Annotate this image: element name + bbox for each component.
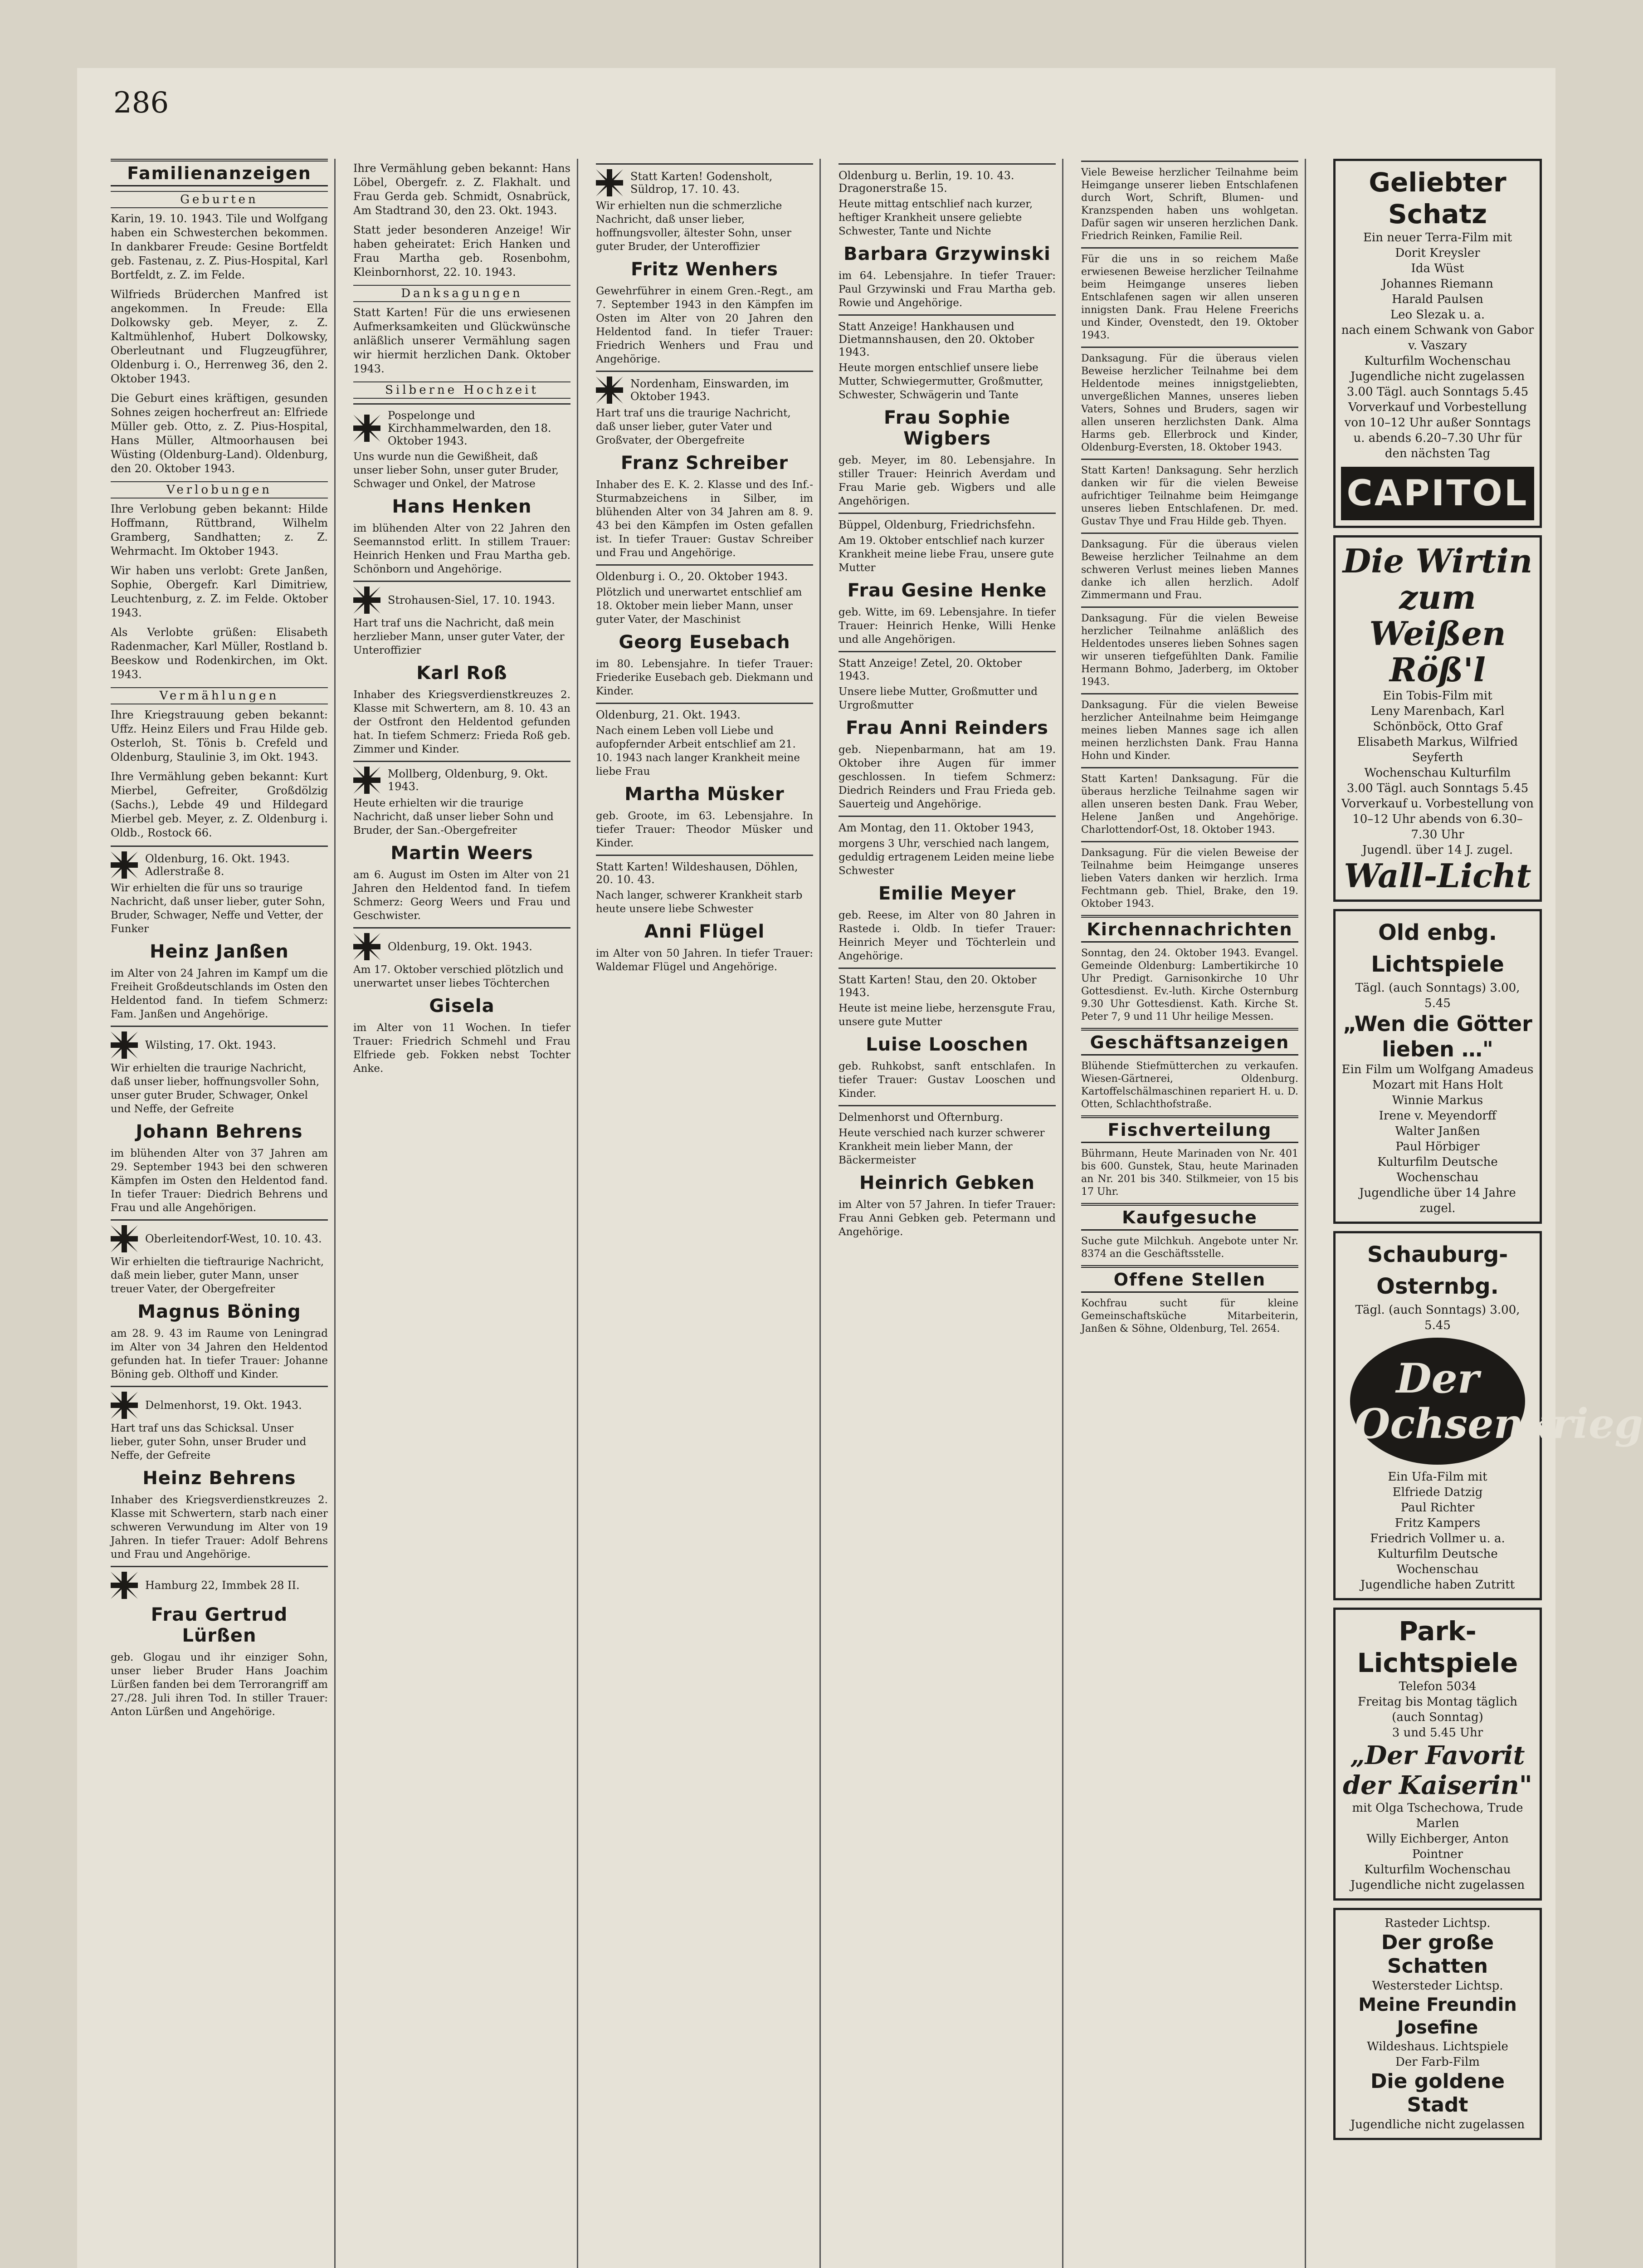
- ad-line: Johannes Riemann: [1382, 277, 1493, 291]
- purchase-ads: Suche gute Milchkuh. Angebote unter Nr. 8374 an die Geschäftsstelle.: [1081, 1236, 1298, 1260]
- iron-cross-icon: [353, 415, 380, 442]
- notice-body: im Alter von 50 Jahren. In tiefer Trauer: Waldemar Flügel und Angehörige.: [596, 948, 813, 973]
- notice-place: Am Montag, den 11. Oktober 1943,: [839, 821, 1034, 834]
- notice-intro: Plötzlich und unerwartet entschlief am 18. Oktober mein lieber Mann, unser guter Vater, der Maschinist: [596, 587, 802, 626]
- ad-line: Tägl. (auch Sonntags) 3.00, 5.45: [1355, 981, 1520, 1010]
- notice-name: Frau Sophie Wigbers: [883, 407, 1011, 449]
- obituary-notice: [111, 1386, 328, 1561]
- thanks-notice: Statt Karten! Danksagung. Für die überaus herzliche Teilnahme sagen wir allen unseren besten Dank. Frau Weber, Helene Janßen und Angehörige. Charlottendorf-Ost, 18. Oktober 1943.: [1081, 767, 1298, 836]
- ad-line: Ida Wüst: [1411, 262, 1464, 275]
- birth-notice: Die Geburt eines kräftigen, gesunden Sohnes zeigen hocherfreut an: Elfriede Müller geb. Otto, z. Z. Pius-Hospital, Hans Müller, Altmoorhausen bei Wüsting (Oldenburg-Land). Oldenburg, den 20. Oktober 1943.: [111, 392, 328, 475]
- iron-cross-icon: [596, 169, 623, 196]
- ad-line: Jugendl. über 14 J. zugel.: [1362, 843, 1513, 857]
- notice-body: geb. Niepenbarmann, hat am 19. Oktober ihre Augen für immer geschlossen. In tiefem Schmerz: Diedrich Reinders und Frau Frieda geb. Sauerteig und Angehörige.: [839, 744, 1056, 810]
- cinema-ad-park-lichtspiele: [1333, 1608, 1542, 1901]
- marriage-notice: Statt jeder besonderen Anzeige! Wir haben geheiratet: Erich Hanken und Frau Martha geb. Rosenbohm, Kleinbornhorst, 22. 10. 1943.: [353, 224, 570, 279]
- section-heading-jobs: Offene Stellen: [1081, 1265, 1298, 1293]
- ad-line: Ein Film um Wolfgang Amadeus Mozart mit Hans Holt: [1341, 1063, 1534, 1092]
- notice-place: Oldenburg, 16. Okt. 1943. Adlerstraße 8.: [145, 852, 290, 878]
- notice-name: Franz Schreiber: [620, 453, 789, 474]
- notice-name: Luise Looschen: [866, 1034, 1029, 1055]
- notice-intro: Heute mittag entschlief nach kurzer, heftiger Krankheit unsere geliebte Schwester, Tante und Nichte: [839, 198, 1033, 237]
- notice-intro: Am 17. Oktober verschied plötzlich und unerwartet unser liebes Töchterchen: [353, 964, 564, 989]
- notice-intro: Uns wurde nun die Gewißheit, daß unser lieber Sohn, unser guter Bruder, Schwager und Onkel, der Matrose: [353, 451, 559, 490]
- notice-name: Martin Weers: [390, 843, 533, 864]
- engagement-notice: Wir haben uns verlobt: Grete Janßen, Sophie, Obergefr. Karl Dimitriew, Leuchtenburg, z. Z. im Felde. Oktober 1943.: [111, 564, 328, 619]
- ad-film-title: „Wen die Götter lieben …": [1343, 1012, 1532, 1061]
- job-ads: Kochfrau sucht für kleine Gemeinschaftsküche Mitarbeiterin, Janßen & Söhne, Oldenburg, Tel. 2654.: [1081, 1298, 1298, 1334]
- section-heading-business: Geschäftsanzeigen: [1081, 1028, 1298, 1056]
- cinema-ad-wall-licht: [1333, 535, 1542, 902]
- iron-cross-icon: [111, 1572, 138, 1599]
- notice-intro: Wir erhielten die traurige Nachricht, daß unser lieber, hoffnungsvoller Sohn, unser guter Bruder, Schwager, Onkel und Neffe, der Gefreite: [111, 1062, 320, 1115]
- marriage-notice: Ihre Vermählung geben bekannt: Kurt Mierbel, Gefreiter, Großdölzig (Sachs.), Lebde 49 und Hildegard Mierbel geb. Meyer, z. Z. Oldenburg i. Oldb., Rostock 66.: [111, 770, 328, 839]
- section-heading-fish: Fischverteilung: [1081, 1115, 1298, 1143]
- ad-line: Jugendliche nicht zugelassen: [1350, 1878, 1525, 1892]
- obituary-notice: [111, 1026, 328, 1215]
- notice-intro: Unsere liebe Mutter, Großmutter und Urgroßmutter: [839, 686, 1038, 711]
- obituary-notice: [596, 564, 813, 698]
- ad-banner: CAPITOL: [1341, 467, 1534, 520]
- notice-name: Frau Gesine Henke: [847, 580, 1047, 601]
- ad-line: Westersteder Lichtsp.: [1372, 1979, 1503, 1993]
- notice-body: Gewehrführer in einem Gren.-Regt., am 7. September 1943 in den Kämpfen im Osten im Alter von 20 Jahren den Heldentod fand. In tiefer Trauer: Friedrich Wenhers und Frau und Angehörige.: [596, 285, 813, 365]
- ad-line: Jugendliche nicht zugelassen: [1350, 370, 1525, 383]
- notice-place: Oldenburg u. Berlin, 19. 10. 43. Dragonerstraße 15.: [839, 169, 1014, 195]
- ad-line: Ein Ufa-Film mit: [1388, 1470, 1487, 1484]
- ad-line: Harald Paulsen: [1392, 293, 1483, 306]
- ad-line: nach einem Schwank von Gabor v. Vaszary: [1341, 323, 1534, 352]
- ad-line: Elisabeth Markus, Wilfried Seyferth: [1357, 735, 1518, 764]
- iron-cross-icon: [111, 851, 138, 879]
- notice-place: Nordenham, Einswarden, im Oktober 1943.: [630, 377, 789, 403]
- ad-line: Dorit Kreysler: [1395, 246, 1480, 260]
- notice-place: Oldenburg i. O., 20. Oktober 1943.: [596, 570, 788, 583]
- ad-line: Vorverkauf u. Vorbestellung von 10–12 Uhr abends von 6.30–7.30 Uhr: [1341, 797, 1534, 841]
- notice-place: Oldenburg, 21. Okt. 1943.: [596, 709, 741, 721]
- ad-line: Telefon 5034: [1399, 1680, 1477, 1693]
- subheading-marriages: Vermählungen: [111, 687, 328, 704]
- marriage-notice: Ihre Kriegstrauung geben bekannt: Uffz. Heinz Eilers und Frau Hilde geb. Osterloh, St. Tönis b. Crefeld und Oldenburg, Staulinie 3, im Okt. 1943.: [111, 709, 328, 763]
- subheading-births: Geburten: [111, 191, 328, 208]
- cinema-ad-old-enbg: [1333, 909, 1542, 1224]
- ad-line: Leo Slezak u. a.: [1390, 308, 1485, 322]
- cinema-ad-regional: [1333, 1908, 1542, 2140]
- ad-title: Die Wirtin zum Weißen Röß'l: [1342, 542, 1533, 689]
- notice-place: Delmenhorst, 19. Okt. 1943.: [145, 1399, 302, 1412]
- notice-body: geb. Meyer, im 80. Lebensjahre. In stiller Trauer: Heinrich Averdam und Frau Marie geb. Wigbers und alle Angehörigen.: [839, 455, 1056, 507]
- subheading-thanks: Danksagungen: [353, 285, 570, 302]
- notice-intro: morgens 3 Uhr, verschied nach langem, geduldig ertragenem Leiden meine liebe Schwester: [839, 838, 1054, 877]
- notice-name: Emilie Meyer: [878, 883, 1016, 904]
- ad-line: Wochenschau Kulturfilm: [1364, 766, 1511, 780]
- ad-line: Jugendliche über 14 Jahre zugel.: [1359, 1186, 1516, 1215]
- ad-banner: Wall-Licht: [1344, 856, 1531, 895]
- engagement-notice: Als Verlobte grüßen: Elisabeth Radenmacher, Karl Müller, Rostland b. Beeskow und Rodenkirchen, im Okt. 1943.: [111, 626, 328, 681]
- business-ads: Blühende Stiefmütterchen zu verkaufen. Wiesen-Gärtnerei, Oldenburg. Kartoffelschälmaschinen repariert H. u. D. Otten, Schlachthofstraße.: [1081, 1061, 1298, 1110]
- notice-name: Johann Behrens: [136, 1121, 303, 1142]
- notice-body: geb. Glogau und ihr einziger Sohn, unser lieber Bruder Hans Joachim Lürßen fanden bei dem Terrorangriff am 27./28. Juli ihren Tod. In stiller Trauer: Anton Lürßen und Angehörige.: [111, 1652, 328, 1718]
- notice-intro: Heute erhielten wir die traurige Nachricht, daß unser lieber Sohn und Bruder, der San.-Obergefreiter: [353, 797, 554, 836]
- obituary-notice: [839, 651, 1056, 811]
- notice-intro: Heute morgen entschlief unsere liebe Mutter, Schwiegermutter, Großmutter, Schwester, Schwägerin und Tante: [839, 362, 1043, 401]
- notice-intro: Heute ist meine liebe, herzensgute Frau, unsere gute Mutter: [839, 1002, 1056, 1028]
- page-number: 286: [113, 86, 169, 120]
- obituary-notice: [111, 1219, 328, 1381]
- notice-body: im 80. Lebensjahre. In tiefer Trauer: Friederike Eusebach geb. Diekmann und Kinder.: [596, 658, 813, 697]
- notice-body: am 6. August im Osten im Alter von 21 Jahren den Heldentod fand. In tiefem Schmerz: Georg Weers und Frau und Geschwister.: [353, 869, 570, 922]
- ad-line: Freitag bis Montag täglich (auch Sonntag): [1357, 1695, 1517, 1724]
- ad-film-title: Die goldene Stadt: [1370, 2070, 1505, 2116]
- birth-notice: Karin, 19. 10. 1943. Tile und Wolfgang haben ein Schwesterchen bekommen. In dankbarer Freude: Gesine Bortfeldt geb. Fastenau, z. Z. Pius-Hospital, Karl Bortfeldt, z. Z. im Felde.: [111, 212, 328, 281]
- notice-name: Heinz Janßen: [150, 941, 289, 962]
- notice-name: Frau Gertrud Lürßen: [151, 1604, 288, 1646]
- ad-line: mit Olga Tschechowa, Trude Marlen: [1352, 1801, 1523, 1830]
- subheading-engagements: Verlobungen: [111, 481, 328, 499]
- obituary-notice: [353, 927, 570, 1075]
- ad-title: Park-Lichtspiele: [1357, 1616, 1518, 1678]
- ad-line: Paul Hörbiger: [1395, 1140, 1480, 1154]
- notice-body: geb. Ruhkobst, sanft entschlafen. In tiefer Trauer: Gustav Looschen und Kinder.: [839, 1061, 1056, 1100]
- notice-place: Oldenburg, 19. Okt. 1943.: [388, 940, 532, 953]
- notice-intro: Nach langer, schwerer Krankheit starb heute unsere liebe Schwester: [596, 890, 803, 915]
- thanks-notice: Statt Karten! Für die uns erwiesenen Aufmerksamkeiten und Glückwünsche anläßlich unserer Vermählung sagen wir hiermit herzlichen Dank. Oktober 1943.: [353, 306, 570, 375]
- notice-name: Fritz Wenhers: [631, 259, 778, 280]
- obituary-notice: [111, 1566, 328, 1719]
- ad-line: Der Farb-Film: [1395, 2055, 1480, 2069]
- ad-title: Geliebter Schatz: [1369, 167, 1506, 230]
- thanks-notice: Statt Karten! Danksagung. Sehr herzlich danken wir für die vielen Beweise aufrichtiger Teilnahme beim Heimgange unseres lieben Entschlafenen. Dr. med. Gustav Thye und Frau Hilde geb. Thyen.: [1081, 459, 1298, 528]
- notice-place: Mollberg, Oldenburg, 9. Okt. 1943.: [388, 767, 548, 793]
- notice-name: Gisela: [429, 996, 495, 1017]
- fish-distribution: Bührmann, Heute Marinaden von Nr. 401 bis 600. Gunstek, Stau, heute Marinaden an Nr. 201 bis 340. Stilkmeier, von 15 bis 17 Uhr.: [1081, 1148, 1298, 1198]
- notice-intro: Wir erhielten die tieftraurige Nachricht, daß mein lieber, guter Mann, unser treuer Vater, der Obergefreiter: [111, 1256, 324, 1295]
- section-heading-purchase: Kaufgesuche: [1081, 1203, 1298, 1231]
- obituary-notice: [111, 846, 328, 1021]
- notice-name: Magnus Böning: [137, 1301, 301, 1322]
- notice-name: Martha Müsker: [624, 784, 785, 805]
- subheading-silver-wedding: Silberne Hochzeit: [353, 381, 570, 399]
- ad-line: Kulturfilm Deutsche Wochenschau: [1377, 1155, 1498, 1184]
- thanks-notice: Danksagung. Für die überaus vielen Beweise herzlicher Teilnahme bei dem Heldentode meines innigstgeliebten, unvergeßlichen Mannes, unseres lieben Vaters, Sohnes und Bruders, sagen wir allen unseren herzlichsten Dank. Alma Harms geb. Ellerbrock und Kinder, Oldenburg-Eversten, 18. Oktober 1943.: [1081, 347, 1298, 454]
- notice-name: Heinrich Gebken: [859, 1173, 1035, 1193]
- ad-line: Winnie Markus: [1392, 1094, 1483, 1107]
- obituary-notice: [353, 581, 570, 756]
- notice-place: Statt Karten! Stau, den 20. Oktober 1943.: [839, 973, 1037, 999]
- column-1: [104, 159, 336, 2268]
- iron-cross-icon: [596, 376, 623, 404]
- notice-intro: Hart traf uns die traurige Nachricht, daß unser lieber, guter Vater und Großvater, der Obergefreite: [596, 407, 791, 446]
- notice-body: am 28. 9. 43 im Raume von Leningrad im Alter von 34 Jahren den Heldentod gefunden hat. In tiefer Trauer: Johanne Böning geb. Olthoff und Kinder.: [111, 1328, 328, 1380]
- notice-place: Statt Anzeige! Hankhausen und Dietmannshausen, den 20. Oktober 1943.: [839, 320, 1034, 358]
- obituary-notice: [353, 761, 570, 923]
- notice-place: Statt Anzeige! Zetel, 20. Oktober 1943.: [839, 657, 1022, 682]
- notice-name: Anni Flügel: [644, 921, 765, 942]
- ad-line: Kulturfilm Wochenschau: [1364, 354, 1511, 368]
- iron-cross-icon: [111, 1392, 138, 1419]
- section-heading: Familienanzeigen: [111, 159, 328, 186]
- notice-place: Büppel, Oldenburg, Friedrichsfehn.: [839, 518, 1035, 531]
- ad-title: Schauburg-Osternbg.: [1367, 1242, 1508, 1299]
- iron-cross-icon: [111, 1225, 138, 1252]
- notice-intro: Nach einem Leben voll Liebe und aufopfernder Arbeit entschlief am 21. 10. 1943 nach langer Krankheit meine liebe Frau: [596, 725, 800, 777]
- ad-line: Ein neuer Terra-Film mit: [1363, 231, 1512, 244]
- column-4: [832, 159, 1063, 2268]
- ad-line: Wildeshaus. Lichtspiele: [1367, 2040, 1508, 2053]
- birth-notice: Wilfrieds Brüderchen Manfred ist angekommen. In Freude: Ella Dolkowsky geb. Meyer, z. Z. Kaltmühlenhof, Hubert Dolkowsky, Oberleutnant und Flugzeugführer, Oldenburg i. O., Herrenweg 36, den 2. Oktober 1943.: [111, 288, 328, 385]
- notice-body: Inhaber des E. K. 2. Klasse und des Inf.-Sturmabzeichens in Silber, im blühenden Alter von 34 Jahren am 8. 9. 43 bei den Kämpfen im Osten gefallen ist. In tiefer Trauer: Gustav Schreiber und Frau und Angehörige.: [596, 479, 813, 559]
- column-3: [590, 159, 821, 2268]
- thanks-notice: Danksagung. Für die vielen Beweise herzlicher Teilnahme anläßlich des Heldentodes unseres lieben Sohnes sagen wir unseren tiefgefühlten Dank. Familie Hermann Bohmo, Jaderberg, im Oktober 1943.: [1081, 606, 1298, 689]
- ad-line: Vorverkauf und Vorbestellung von 10–12 Uhr außer Sonntags u. abends 6.20–7.30 Uhr für den nächsten Tag: [1344, 401, 1531, 460]
- notice-name: Georg Eusebach: [619, 632, 790, 653]
- obituary-notice: [839, 314, 1056, 508]
- notice-intro: Hart traf uns die Nachricht, daß mein herzlieber Mann, unser guter Vater, der Unteroffizier: [353, 617, 565, 656]
- ad-line: Friedrich Vollmer u. a.: [1370, 1532, 1505, 1545]
- ad-line: 3.00 Tägl. auch Sonntags 5.45: [1346, 782, 1529, 795]
- obituary-notice: [839, 968, 1056, 1100]
- marriage-notice: Ihre Vermählung geben bekannt: Hans Löbel, Obergefr. z. Z. Flakhalt. und Frau Gerda geb. Schmidt, Osnabrück, Am Stadtrand 30, den 23. Okt. 1943.: [353, 162, 570, 217]
- obituary-notice: [596, 855, 813, 974]
- notice-place: Statt Karten! Godensholt, Süldrop, 17. 10. 43.: [630, 170, 773, 196]
- notice-body: Inhaber des Kriegsverdienstkreuzes 2. Klasse mit Schwertern, am 8. 10. 43 an der Ostfront den Heldentod gefunden hat. In tiefem Schmerz: Frieda Roß geb. Zimmer und Kinder.: [353, 689, 570, 755]
- ad-line: Jugendliche nicht zugelassen: [1350, 2118, 1525, 2131]
- cinema-ad-capitol: [1333, 159, 1542, 528]
- notice-body: geb. Witte, im 69. Lebensjahre. In tiefer Trauer: Heinrich Henke, Willi Henke und alle Angehörigen.: [839, 606, 1056, 645]
- column-6-cinema-ads: [1329, 159, 1643, 2268]
- ad-line: Paul Richter: [1400, 1501, 1475, 1515]
- ad-title: Old enbg. Lichtspiele: [1371, 920, 1504, 977]
- iron-cross-icon: [353, 933, 380, 960]
- notice-body: im blühenden Alter von 37 Jahren am 29. September 1943 bei den schweren Kämpfen im Osten den Heldentod fand. In tiefer Trauer: Diedrich Behrens und Frau und alle Angehörigen.: [111, 1148, 328, 1214]
- ad-line: Kulturfilm Wochenschau: [1364, 1863, 1511, 1877]
- notice-place: Delmenhorst und Ofternburg.: [839, 1111, 1004, 1124]
- notice-place: Oberleitendorf-West, 10. 10. 43.: [145, 1232, 322, 1245]
- thanks-notice: Danksagung. Für die vielen Beweise herzlicher Anteilnahme beim Heimgange meines lieben Mannes sage ich allen meinen herzlichsten Dank. Frau Hanna Hohn und Kinder.: [1081, 693, 1298, 763]
- ad-title: Rasteder Lichtsp.: [1385, 1916, 1491, 1930]
- notice-name: Hans Henken: [392, 496, 532, 517]
- ad-film-title: Meine Freundin Josefine: [1358, 1994, 1517, 2038]
- ad-line: Leny Marenbach, Karl Schönböck, Otto Graf: [1370, 704, 1505, 733]
- obituary-notice: [839, 163, 1056, 310]
- ad-line: 3 und 5.45 Uhr: [1392, 1726, 1483, 1740]
- notice-body: im 64. Lebensjahre. In tiefer Trauer: Paul Grzywinski und Frau Martha geb. Rowie und Angehörige.: [839, 270, 1056, 309]
- ad-banner: Der Ochsenkrieg: [1350, 1338, 1525, 1465]
- notice-name: Karl Roß: [416, 663, 507, 684]
- obituary-notice: [839, 816, 1056, 963]
- notice-name: Barbara Grzywinski: [843, 244, 1051, 264]
- thanks-notice: Danksagung. Für die überaus vielen Beweise herzlicher Teilnahme an dem schweren Verlust meines lieben Mannes danke ich allen herzlich. Adolf Zimmermann und Frau.: [1081, 533, 1298, 602]
- notice-intro: Am 19. Oktober entschlief nach kurzer Krankheit meine liebe Frau, unsere gute Mutter: [839, 535, 1054, 574]
- notice-place: Pospelonge und Kirchhammelwarden, den 18. Oktober 1943.: [388, 409, 551, 447]
- notice-name: Heinz Behrens: [142, 1468, 296, 1489]
- church-news: Sonntag, den 24. Oktober 1943. Evangel. Gemeinde Oldenburg: Lambertikirche 10 Uhr Predigt. Garnisonkirche 10 Uhr Gottesdienst. Ev.-luth. Kirche Osternburg 9.30 Uhr Gottesdienst. Kath. Kirche St. Peter 7, 9 und 11 Uhr heilige Messen.: [1081, 948, 1298, 1022]
- ad-line: Willy Eichberger, Anton Pointner: [1366, 1832, 1509, 1861]
- notice-body: geb. Groote, im 63. Lebensjahre. In tiefer Trauer: Theodor Müsker und Kinder.: [596, 810, 813, 849]
- ad-line: Tägl. (auch Sonntags) 3.00, 5.45: [1355, 1303, 1520, 1332]
- obituary-notice: [596, 703, 813, 850]
- notice-intro: Hart traf uns das Schicksal. Unser lieber, guter Sohn, unser Bruder und Neffe, der Gefreite: [111, 1422, 307, 1461]
- notice-body: im Alter von 24 Jahren im Kampf um die Freiheit Großdeutschlands im Osten den Heldentod fand. In tiefem Schmerz: Fam. Janßen und Angehörige.: [111, 968, 328, 1020]
- ad-line: Kulturfilm Deutsche Wochenschau: [1377, 1547, 1498, 1576]
- notice-body: im blühenden Alter von 22 Jahren den Seemannstod erlitt. In stillem Trauer: Heinrich Henken und Frau Martha geb. Schönborn und Angehörige.: [353, 523, 570, 575]
- notice-body: geb. Reese, im Alter von 80 Jahren in Rastede i. Oldb. In tiefer Trauer: Heinrich Meyer und Töchterlein und Angehörige.: [839, 909, 1056, 962]
- obituary-notice: [353, 403, 570, 576]
- thanks-notice: Für die uns in so reichem Maße erwiesenen Beweise herzlicher Teilnahme beim Heimgange unseres lieben Entschlafenen sagen wir allen unseren innigsten Dank. Frau Helene Freerichs und Kinder, Ovenstedt, den 19. Oktober 1943.: [1081, 247, 1298, 342]
- notice-body: Inhaber des Kriegsverdienstkreuzes 2. Klasse mit Schwertern, starb nach einer schweren Verwundung im Alter von 19 Jahren. In tiefer Trauer: Adolf Behrens und Frau und Angehörige.: [111, 1494, 328, 1560]
- obituary-notice: [596, 371, 813, 560]
- notice-intro: Wir erhielten die für uns so traurige Nachricht, daß unser lieber, guter Sohn, Bruder, Schwager, Neffe und Vetter, der Funker: [111, 882, 325, 935]
- ad-film-title: „Der Favorit der Kaiserin": [1343, 1740, 1532, 1800]
- obituary-notice: [839, 513, 1056, 646]
- notice-place: Wilsting, 17. Okt. 1943.: [145, 1039, 276, 1051]
- notice-place: Statt Karten! Wildeshausen, Döhlen, 20. 10. 43.: [596, 860, 798, 886]
- ad-line: 3.00 Tägl. auch Sonntags 5.45: [1346, 385, 1529, 399]
- iron-cross-icon: [353, 767, 380, 794]
- ad-line: Walter Janßen: [1395, 1124, 1480, 1138]
- notice-body: im Alter von 11 Wochen. In tiefer Trauer: Friedrich Schmehl und Frau Elfriede geb. Fokken nebst Tochter Anke.: [353, 1022, 570, 1075]
- notice-place: Hamburg 22, Immbek 28 II.: [145, 1579, 300, 1592]
- ad-line: Jugendliche haben Zutritt: [1360, 1578, 1515, 1592]
- column-5: [1075, 159, 1306, 2268]
- engagement-notice: Ihre Verlobung geben bekannt: Hilde Hoffmann, Rüttbrand, Wilhelm Gramberg, Sandhatten; z. Z. Wehrmacht. Im Oktober 1943.: [111, 503, 328, 557]
- ad-line: Irene v. Meyendorff: [1379, 1109, 1497, 1123]
- thanks-notice: Danksagung. Für die vielen Beweise der Teilnahme beim Heimgange unseres lieben Vaters danken wir herzlich. Irma Fechtmann geb. Thiel, Brake, den 19. Oktober 1943.: [1081, 841, 1298, 910]
- ad-line: Elfriede Datzig: [1392, 1486, 1483, 1499]
- notice-intro: Wir erhielten nun die schmerzliche Nachricht, daß unser lieber, hoffnungsvoller, ältester Sohn, unser guter Bruder, der Unteroffizier: [596, 200, 791, 253]
- ad-film-title: Der große Schatten: [1381, 1931, 1494, 1978]
- cinema-ad-schauburg: [1333, 1231, 1643, 1600]
- thanks-notice: Viele Beweise herzlicher Teilnahme beim Heimgange unserer lieben Entschlafenen durch Wort, Schrift, Blumen- und Kranzspenden haben uns wohlgetan. Dafür sagen wir unseren herzlichen Dank. Friedrich Reinken, Familie Reil.: [1081, 161, 1298, 243]
- section-heading-church: Kirchennachrichten: [1081, 915, 1298, 943]
- obituary-notice: [596, 163, 813, 366]
- ad-line: Fritz Kampers: [1394, 1516, 1481, 1530]
- iron-cross-icon: [353, 587, 380, 614]
- ad-line: Ein Tobis-Film mit: [1383, 689, 1492, 703]
- newspaper-page: [77, 68, 1643, 2268]
- notice-name: Frau Anni Reinders: [846, 718, 1048, 738]
- obituary-notice: [839, 1105, 1056, 1239]
- column-2: [347, 159, 578, 2268]
- iron-cross-icon: [111, 1031, 138, 1059]
- notice-intro: Heute verschied nach kurzer schwerer Krankheit mein lieber Mann, der Bäckermeister: [839, 1127, 1045, 1166]
- notice-body: im Alter von 57 Jahren. In tiefer Trauer: Frau Anni Gebken geb. Petermann und Angehörige.: [839, 1199, 1056, 1238]
- notice-place: Strohausen-Siel, 17. 10. 1943.: [388, 594, 555, 606]
